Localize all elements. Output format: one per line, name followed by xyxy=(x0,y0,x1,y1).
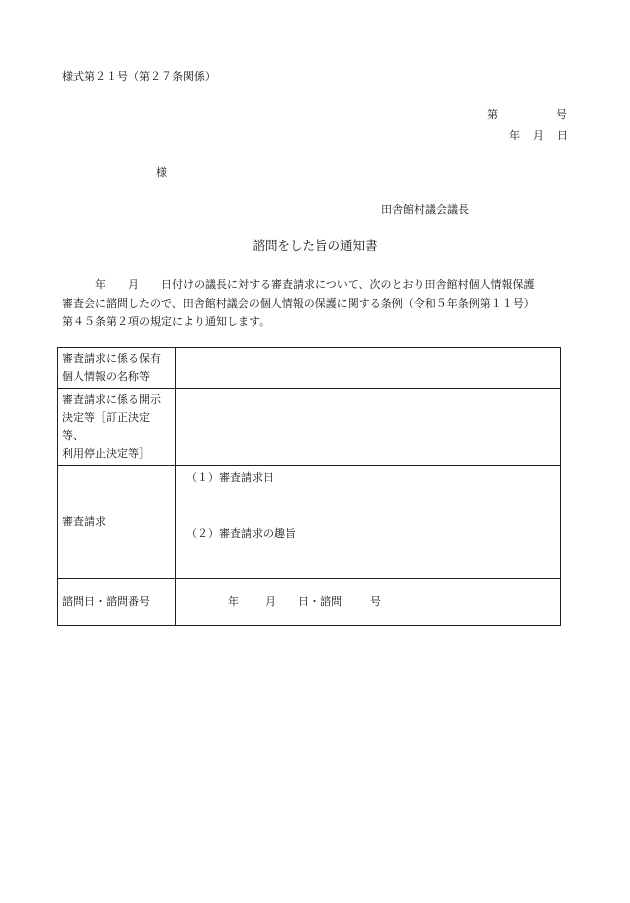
ref-dai: 第 xyxy=(487,108,498,121)
inquiry-year: 年 xyxy=(228,595,239,608)
inquiry-month: 月 xyxy=(265,595,276,608)
date-month: 月 xyxy=(533,129,544,142)
inquiry-number-go: 号 xyxy=(370,595,381,608)
document-title: 諮問をした旨の通知書 xyxy=(252,238,378,253)
body-line: 審査会に諮問したので、田舎館村議会の個人情報の保護に関する条例（令和５年条例第１１号） xyxy=(62,296,535,310)
body-line: 年 月 日付けの議長に対する審査請求について、次のとおり田舎館村個人情報保護 xyxy=(62,278,535,291)
value-held-info[interactable] xyxy=(176,348,561,389)
body-paragraph xyxy=(62,276,568,332)
table-row xyxy=(58,579,561,626)
review-request-purpose-item: （２）審査請求の趣旨 xyxy=(186,527,296,540)
date-year: 年 xyxy=(509,129,520,142)
value-disclosure-decision[interactable] xyxy=(176,389,561,466)
addressee: 様 xyxy=(156,166,167,179)
label-inquiry-date-number: 諮問日・諮問番号 xyxy=(58,579,176,626)
ref-go: 号 xyxy=(556,108,567,121)
sender-name: 田舎館村議会議長 xyxy=(381,203,469,216)
table-row xyxy=(58,466,561,579)
label-held-info: 審査請求に係る保有 個人情報の名称等 xyxy=(58,348,176,389)
date-day: 日 xyxy=(557,129,568,142)
details-table xyxy=(57,347,561,626)
form-number-label: 様式第２１号（第２７条関係） xyxy=(62,70,216,83)
inquiry-day-shimon: 日・諮問 xyxy=(298,595,342,608)
value-inquiry-date-number[interactable] xyxy=(176,579,561,626)
table-row xyxy=(58,348,561,389)
review-request-date-item: （１）審査請求日 xyxy=(186,471,274,484)
label-disclosure-decision: 審査請求に係る開示 決定等［訂正決定等、 利用停止決定等］ xyxy=(58,389,176,466)
label-review-request: 審査請求 xyxy=(58,466,176,579)
value-review-request[interactable] xyxy=(176,466,561,579)
body-line: 第４５条第２項の規定により通知します。 xyxy=(62,315,271,328)
table-row xyxy=(58,389,561,466)
